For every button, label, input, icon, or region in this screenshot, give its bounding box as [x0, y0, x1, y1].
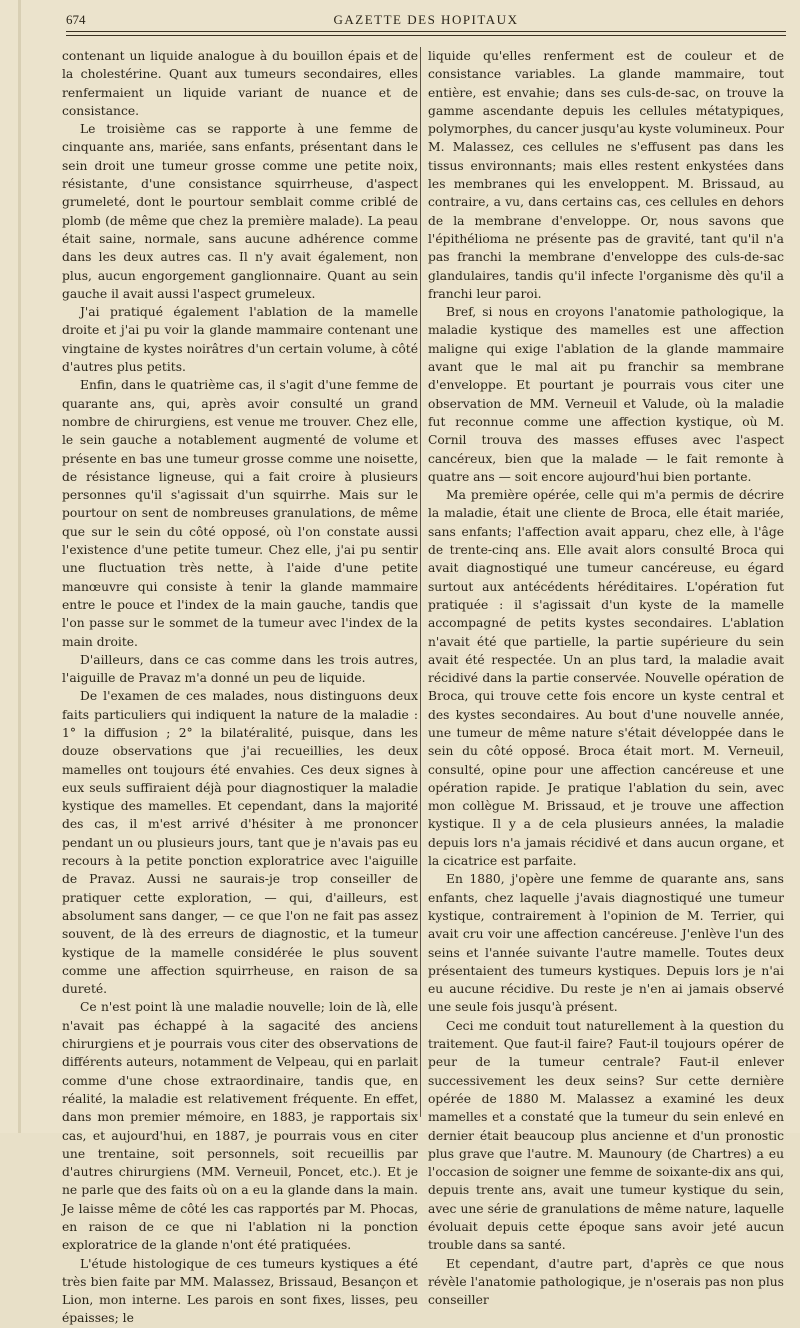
paragraph: J'ai pratiqué également l'ablation de la mamelle droite et j'ai pu voir la glande mammaire contenant une vingtaine de kystes noirâtres d'un certain volume, à côté d'autres plus petits.	[62, 305, 418, 375]
paragraph: D'ailleurs, dans ce cas comme dans les trois autres, l'aiguille de Pravaz m'a donné un peu de liquide.	[62, 652, 418, 686]
paragraph: Enfin, dans le quatrième cas, il s'agit d'une femme de quarante ans, qui, après avoir consulté un grand nombre de chirurgiens, est venue me trouver. Chez elle, le sein gauche a notablement augmenté de volume et présente en bas une tumeur grosse comme une noisette, de résistance ligneuse, qui a fait croire à plusieurs personnes qu'il s'agissait d'un squirrhe. Mais sur le pourtour on sent de nombreuses granulations, de même que sur le sein du côté opposé, où l'on constate aussi l'existence d'une petite tumeur. Chez elle, j'ai pu sentir une fluctuation très nette, à l'aide d'une petite manœuvre qui consiste à tenir la glande mammaire entre le pouce et l'index de la main gauche, tandis que l'on passe sur le sommet de la tumeur avec l'index de la main droite.	[62, 378, 418, 649]
paragraph: liquide qu'elles renferment est de couleur et de consistance variables. La glande mammaire, tout entière, est envahie; dans ses culs-de-sac, on trouve la gamme ascendante depuis les cellules métatypiques, polymorphes, du cancer jusqu'au kyste volumineux. Pour M. Malassez, ces cellules ne s'effusent pas dans les tissus environnants; mais elles restent enkystées dans les membranes qui les enveloppent. M. Brissaud, au contraire, a vu, dans certains cas, ces cellules en dehors de la membrane d'enveloppe. Or, nous savons que l'épithélioma ne présente pas de gravité, tant qu'il n'a pas franchi la membrane d'enveloppe des culs-de-sac glandulaires, tandis qu'il infecte l'organisme dès qu'il a franchi leur paroi.	[428, 49, 784, 301]
header-rule-thick	[66, 31, 786, 32]
paragraph: De l'examen de ces malades, nous distinguons deux faits particuliers qui indiquent la nature de la maladie : 1° la diffusion ; 2° la bilatéralité, puisque, dans les douze observations que j'ai recueillies, les deux mamelles ont toujours été envahies. Ces deux signes à eux seuls suffiraient déjà pour diagnostiquer la maladie kystique des mamelles. Et cependant, dans la majorité des cas, il m'est arrivé d'hésiter à me prononcer pendant un ou plusieurs jours, tant que je n'avais pas eu recours à la petite ponction exploratrice avec l'aiguille de Pravaz. Aussi ne saurais-je trop conseiller de pratiquer cette exploration, — qui, d'ailleurs, est absolument sans danger, — ce que l'on ne fait pas assez souvent, de là des erreurs de diagnostic, et la tumeur kystique de la mamelle considérée le plus souvent comme une affection squirrheuse, en raison de sa dureté.	[62, 689, 418, 997]
header-rule-thin	[66, 35, 786, 36]
running-title: GAZETTE DES HOPITAUX	[333, 12, 519, 27]
left-column	[62, 47, 418, 1328]
page-header	[66, 8, 786, 30]
page-number: 674	[66, 12, 86, 27]
paragraph: En 1880, j'opère une femme de quarante ans, sans enfants, chez laquelle j'avais diagnostiqué une tumeur kystique, contrairement à l'opinion de M. Terrier, qui avait cru voir une affection cancéreuse. J'enlève l'un des seins et l'année suivante l'autre mamelle. Toutes deux présentaient des tumeurs kystiques. Depuis lors je n'ai eu aucune récidive. Du reste je n'en ai jamais observé une seule fois jusqu'à présent.	[428, 872, 784, 1015]
paragraph: Le troisième cas se rapporte à une femme de cinquante ans, mariée, sans enfants, présentant dans le sein droit une tumeur grosse comme une petite noix, résistante, d'une consistance squirrheuse, d'aspect grumeleté, dont le pourtour semblait comme criblé de plomb (de même que chez la première malade). La peau était saine, normale, sans aucune adhérence comme dans les deux autres cas. Il n'y avait également, non plus, aucun engorgement ganglionnaire. Quant au sein gauche il avait aussi l'aspect grumeleux.	[62, 122, 418, 301]
paragraph: Ma première opérée, celle qui m'a permis de décrire la maladie, était une cliente de Broca, elle était mariée, sans enfants; l'affection avait apparu, chez elle, à l'âge de trente-cinq ans. Elle avait alors consulté Broca qui avait diagnostiqué une tumeur cancéreuse, eu égard surtout aux antécédents héréditaires. L'opération fut pratiquée : il s'agissait d'un kyste de la mamelle accompagné de petits kystes secondaires. L'ablation n'avait été que partielle, la partie supérieure du sein avait été respectée. Un an plus tard, la maladie avait récidivé dans la partie conservée. Nouvelle opération de Broca, qui trouve cette fois encore un kyste central et des kystes secondaires. Au bout d'une nouvelle année, une tumeur de même nature s'était développée dans le sein du côté opposé. Broca était mort. M. Verneuil, consulté, opine pour une affection cancéreuse et une opération rapide. Je pratique l'ablation du sein, avec mon collègue M. Brissaud, et je trouve une affection kystique. Il y a de cela plusieurs années, la maladie depuis lors n'a jamais récidivé et dans aucun organe, et la cicatrice est parfaite.	[428, 488, 784, 869]
paragraph: Et cependant, d'autre part, d'après ce que nous révèle l'anatomie pathologique, je n'oserais pas non plus conseiller	[428, 1256, 784, 1308]
paragraph: Ce n'est point là une maladie nouvelle; loin de là, elle n'avait pas échappé à la sagacité des anciens chirurgiens et je pourrais vous citer des observations de différents auteurs, notamment de Velpeau, qui en parlait comme d'une chose extraordinaire, tandis que, en réalité, la maladie est relativement fréquente. En effet, dans mon premier mémoire, en 1883, je rapportais six cas, et aujourd'hui, en 1887, je pourrais vous en citer une trentaine, soit personnels, soit recueillis par d'autres chirurgiens (MM. Verneuil, Poncet, etc.). Et je ne parle que des faits où on a eu la glande dans la main. Je laisse même de côté les cas rapportés par M. Phocas, en raison de ce que ni l'ablation ni la ponction exploratrice de la glande n'ont été pratiquées.	[62, 1000, 418, 1253]
paragraph: contenant un liquide analogue à du bouillon épais et de la cholestérine. Quant aux tumeurs secondaires, elles renfermaient un liquide variant de nuance et de consistance.	[62, 49, 418, 118]
page-edge	[18, 0, 21, 1133]
paragraph: Ceci me conduit tout naturellement à la question du traitement. Que faut-il faire? Faut-il toujours opérer de peur de la tumeur centrale? Faut-il enlever successivement les deux seins? Sur cette dernière opérée de 1880 M. Malassez a examiné les deux mamelles et a constaté que la tumeur du sein enlevé en dernier était beaucoup plus ancienne et d'un pronostic plus grave que l'autre. M. Maunoury (de Chartres) a eu l'occasion de soigner une femme de soixante-dix ans qui, depuis trente ans, avait une tumeur kystique du sein, avec une série de granulations de même nature, laquelle évoluait depuis cette époque sans avoir jeté aucun trouble dans sa santé.	[428, 1018, 784, 1253]
paragraph: Bref, si nous en croyons l'anatomie pathologique, la maladie kystique des mamelles est une affection maligne qui exige l'ablation de la glande mammaire avant que le mal ait pu franchir sa membrane d'enveloppe. Et pourtant je pourrais vous citer une observation de MM. Verneuil et Valude, où la maladie fut reconnue comme une affection kystique, où M. Cornil trouva des masses effuses avec l'aspect cancéreux, bien que la malade — le fait remonte à quatre ans — soit encore aujourd'hui bien portante.	[428, 305, 784, 484]
right-column	[428, 47, 784, 1309]
paragraph: L'étude histologique de ces tumeurs kystiques a été très bien faite par MM. Malassez, Brissaud, Besançon et Lion, mon interne. Les parois en sont fixes, lisses, peu épaisses; le	[62, 1256, 418, 1326]
column-divider	[420, 47, 421, 1117]
